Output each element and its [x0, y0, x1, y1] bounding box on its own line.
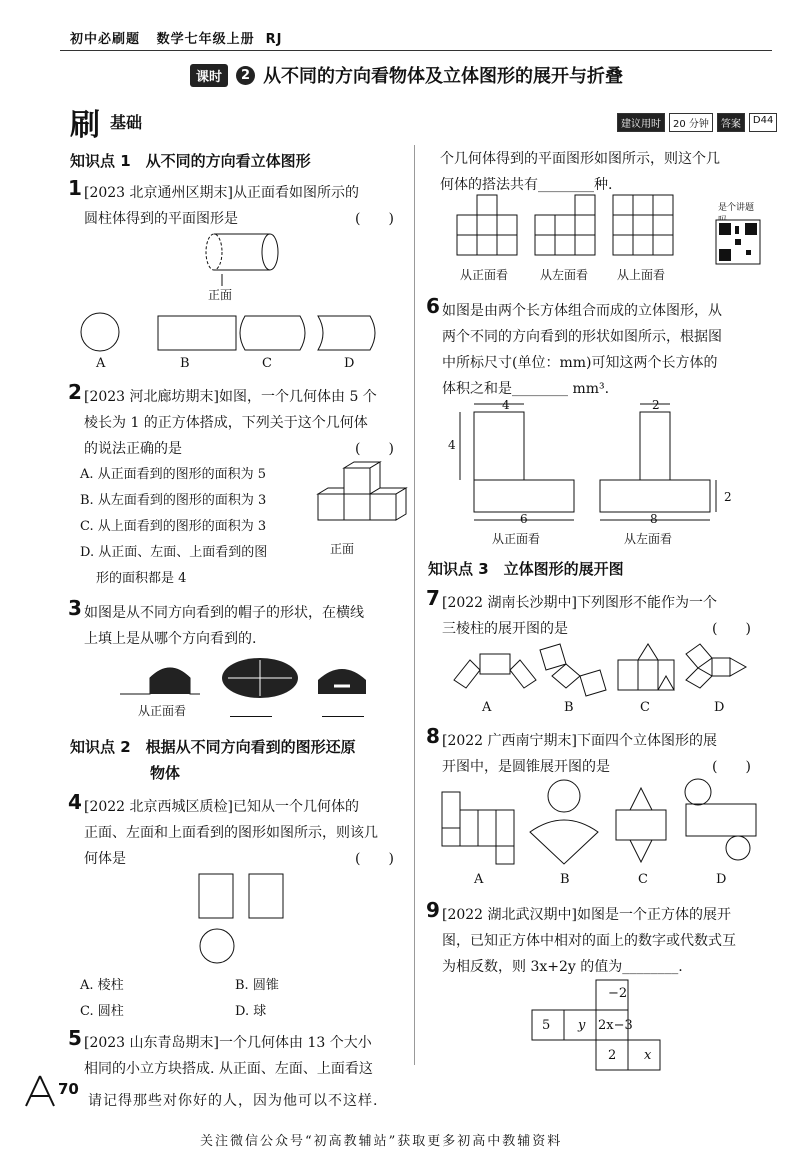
q4-option-b: B. 圆锥 — [235, 978, 279, 993]
lesson-number: 2 — [236, 66, 255, 85]
q1-option-d: D — [344, 356, 355, 371]
q5-number: 5 — [68, 1026, 82, 1050]
q7-paren: ( ) — [712, 621, 751, 637]
q6-text: 如图是由两个长方体组合而成的立体图形，从 两个不同的方向看到的形状如图所示，根据图 中所标尺寸(单位：mm)可知这两个长方体的 体积之和是________ mm³. — [442, 303, 722, 397]
q8-option-a: A — [474, 872, 484, 887]
knowledge-point-1: 知识点 1 从不同的方向看立体图形 — [70, 152, 311, 170]
q2-number: 2 — [68, 380, 82, 404]
footer-quote: 请记得那些对你好的人，因为他可以不这样. — [88, 1093, 379, 1109]
meta-box — [617, 113, 777, 132]
q7-nets-figure — [450, 640, 760, 696]
q7-option-a: A — [482, 700, 492, 715]
q3-number: 3 — [68, 596, 82, 620]
q1-text: [2023 北京通州区期末]从正面看如图所示的 圆柱体得到的平面图形是 — [84, 185, 360, 227]
lesson-tag: 课时 — [190, 64, 228, 87]
q6-dim-left-height: 2 — [724, 490, 732, 504]
section-brush: 刷 — [70, 108, 100, 143]
q8-text: [2022 广西南宁期末]下面四个立体图形的展 开图中，是圆锥展开图的是 — [442, 733, 718, 775]
q7-option-d: D — [714, 700, 725, 715]
q3-front-caption: 从正面看 — [138, 704, 187, 718]
series-name: 初中必刷题 — [70, 32, 141, 47]
q2-cubes-figure — [310, 462, 410, 542]
q1-paren: ( ) — [355, 211, 394, 227]
time-value: 20 分钟 — [669, 113, 713, 132]
q5-text-right: 个几何体得到的平面图形如图所示，则这个几 何体的搭法共有________种. — [440, 151, 720, 193]
q4-option-c: C. 圆柱 — [80, 1004, 124, 1019]
q1-number: 1 — [68, 176, 82, 200]
q8-option-c: C — [638, 872, 648, 887]
q7-text: [2022 湖南长沙期中]下列图形不能作为一个 三棱柱的展开图的是 — [442, 595, 718, 637]
q1-option-a: A — [96, 356, 106, 371]
q6-dim-top-width: 4 — [502, 398, 510, 412]
q2-option-a: A. 从正面看到的图形的面积为 5 — [80, 467, 267, 482]
subject-name: 数学七年级上册 — [156, 32, 255, 47]
q4-paren: ( ) — [355, 851, 394, 867]
knowledge-point-3: 知识点 3 立体图形的展开图 — [428, 560, 624, 578]
q5-views-figure — [455, 195, 715, 265]
q9-cell-2x3: 2x−3 — [598, 1018, 633, 1033]
compass-logo-icon — [20, 1074, 60, 1110]
q4-text: [2022 北京西城区质检]已知从一个几何体的 正面、左面和上面看到的图形如图所示，则该几 何体是 — [84, 799, 378, 867]
q6-dim-left-width: 8 — [650, 512, 658, 526]
q4-option-d: D. 球 — [235, 1004, 267, 1019]
q8-number: 8 — [426, 724, 440, 748]
q2-front-label: 正面 — [330, 542, 355, 556]
q6-dim-top-height: 4 — [448, 438, 456, 452]
time-label: 建议用时 — [617, 113, 665, 132]
page-number: 70 — [58, 1080, 79, 1098]
q3-blank-3[interactable] — [322, 716, 364, 717]
q2-options: A. 从正面看到的图形的面积为 5 B. 从左面看到的图形的面积为 3 C. 从上面看到的图形的面积为 3 D. 从正面、左面、上面看到的图 形的面积都是 4 — [80, 462, 267, 592]
q1-front-label: 正面 — [208, 288, 233, 302]
q6-view-front: 从正面看 — [492, 532, 541, 546]
answer-page: D44 — [749, 113, 777, 132]
q8-nets-figure — [440, 778, 760, 868]
q5-view-front: 从正面看 — [460, 268, 509, 282]
q9-cell-5: 5 — [542, 1018, 551, 1033]
section-label: 基础 — [110, 113, 143, 132]
q2-option-d: D. 从正面、左面、上面看到的图 — [80, 545, 268, 560]
header-rule — [60, 50, 772, 51]
q3-text: 如图是从不同方向看到的帽子的形状，在横线 上填上是从哪个方向看到的. — [84, 605, 364, 647]
q4-views-figure — [195, 872, 295, 972]
page-header — [70, 28, 283, 47]
q4-option-a: A. 棱柱 — [80, 978, 124, 993]
q5-text-left: [2023 山东青岛期末]一个几何体由 13 个大小 相同的小立方块搭成. 从正面、左面、上面看这 — [84, 1035, 373, 1077]
footer-note: 关注微信公众号“初高教辅站”获取更多初高中教辅资料 — [200, 1134, 563, 1149]
column-divider — [414, 145, 415, 1065]
q7-number: 7 — [426, 586, 440, 610]
lesson-title — [190, 62, 623, 88]
q8-paren: ( ) — [712, 759, 751, 775]
qr-caption: 是个讲题 — [718, 203, 755, 213]
q7-option-b: B — [564, 700, 574, 715]
q2-option-b: B. 从左面看到的图形的面积为 3 — [80, 493, 267, 508]
q7-option-c: C — [640, 700, 650, 715]
q1-option-c: C — [262, 356, 272, 371]
edition-label: RJ — [265, 32, 283, 47]
lesson-title-text: 从不同的方向看物体及立体图形的展开与折叠 — [263, 66, 624, 87]
q3-blank-2[interactable] — [230, 716, 272, 717]
q6-view-left: 从左面看 — [624, 532, 673, 546]
q2-text: [2023 河北廊坊期末]如图，一个几何体由 5 个 棱长为 1 的正方体搭成，下列关于这个几何体 的说法正确的是 — [84, 389, 377, 457]
q4-number: 4 — [68, 790, 82, 814]
q1-options-figure — [80, 310, 400, 354]
q2-option-c: C. 从上面看到的图形的面积为 3 — [80, 519, 267, 534]
q9-number: 9 — [426, 898, 440, 922]
q6-number: 6 — [426, 294, 440, 318]
q5-view-top: 从上面看 — [617, 268, 666, 282]
knowledge-point-2-cont: 物体 — [150, 764, 181, 782]
q2-paren: ( ) — [355, 441, 394, 457]
knowledge-point-2: 知识点 2 根据从不同方向看到的图形还原 — [70, 738, 356, 756]
q8-option-d: D — [716, 872, 727, 887]
q6-dim-left-top: 2 — [652, 398, 660, 412]
q6-dimension-figure — [440, 396, 760, 536]
q9-text: [2022 湖北武汉期中]如图是一个正方体的展开 图，已知正方体中相对的面上的数字或代数式互 为相反数，则 3x+2y 的值为________. — [442, 907, 736, 975]
qr-code-icon[interactable] — [716, 220, 760, 264]
q5-view-left: 从左面看 — [540, 268, 589, 282]
q8-option-b: B — [560, 872, 570, 887]
q9-cell-x: x — [644, 1048, 652, 1063]
q9-cell-top: −2 — [608, 986, 628, 1001]
q9-cell-y: y — [578, 1018, 586, 1033]
q6-dim-bottom-width: 6 — [520, 512, 528, 526]
q1-option-b: B — [180, 356, 190, 371]
answer-label: 答案 — [717, 113, 745, 132]
q9-cell-2: 2 — [608, 1048, 617, 1063]
